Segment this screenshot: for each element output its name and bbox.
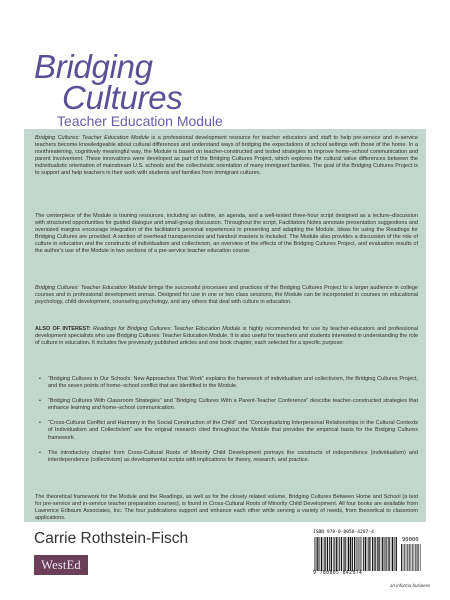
barcode-bar — [381, 537, 382, 571]
barcode-bar — [365, 537, 366, 571]
barcode-bar — [407, 544, 408, 571]
barcode-bar — [412, 544, 413, 571]
description-paragraph-2 — [35, 213, 418, 256]
barcode-bar — [386, 537, 387, 571]
barcode-bar — [348, 537, 349, 571]
list-item: • “Bridging Cultures With Classroom Strategies” and “Bridging Cultures With a Parent-Teacher Conference” describe teacher-constructed strategies that enhance learning and home–school communication. — [35, 398, 418, 412]
barcode-bar — [414, 544, 415, 571]
barcode-bar — [394, 537, 395, 571]
title-line-2: Cultures — [62, 79, 183, 116]
barcode-bar — [331, 537, 332, 571]
barcode-bar — [343, 537, 344, 571]
barcode-bar — [391, 537, 392, 571]
publisher-logo: WestEd — [34, 555, 88, 575]
also-of-interest-text: is highly recommended for use by teacher-educators and professional development specialists who use Bridging Cultures: Teacher Education Module. It is also useful for teachers and students interested in understanding the role of culture in education. It includes five previously published articles and one book chapter, each selected for a specific purpose: — [35, 326, 418, 347]
barcode-bar — [377, 537, 378, 571]
barcode-bar — [344, 537, 345, 571]
barcode-bar — [409, 544, 410, 571]
subtitle: Teacher Education Module — [57, 113, 223, 129]
also-of-interest-label: ALSO OF INTEREST: — [35, 326, 91, 332]
barcode-bar — [341, 537, 342, 571]
paragraph-3-text: brings the successful processes and practices of the Bridging Cultures Project to a larger audience in college courses and in professional development arenas. Designed for use in one or two class sessions, the Module can be incorporated in courses on educational psychology, child development, counseling psychology, and any others that deal with culture in education. — [35, 285, 418, 306]
description-paragraph-1 — [35, 135, 418, 178]
publisher-imprint: an informa business — [390, 583, 431, 588]
barcode-bar — [418, 544, 419, 571]
price-code: 90000 — [402, 537, 419, 543]
paragraph-1-lead: Bridging Cultures: Teacher Education Module — [35, 135, 149, 141]
barcode-bar — [321, 537, 322, 571]
barcode-bar — [392, 537, 393, 571]
barcode-bar — [385, 537, 386, 571]
barcode-bar — [347, 537, 348, 571]
barcode-bar — [339, 537, 340, 571]
barcode-bar — [401, 544, 402, 571]
paragraph-2-text: The centerpiece of the Module is training resources, including an outline, an agenda, and a well-tested three-hour script designed as a lecture–discussion with structured opportunities for guided dialogue and small-group discussion. Throughout the script, Facilitators Notes annotate presentation suggestions and oversized margins encourage integration of the facilitator's personal experiences in presenting and adapting the Module. Ideas for using the Readings for Bridging Cultures are provided. A section of overhead transparencies and handout masters is included. The Module also provides a discussion of the role of culture in education and the constructs of individualism and collectivism, an overview of the effects of the Bridging Cultures Project, and evaluation results of the author's use of the Module in two sections of a pre-service teacher education course. — [35, 213, 418, 255]
barcode-bar — [324, 537, 325, 571]
barcode-bar — [415, 544, 416, 571]
barcode-bar — [352, 537, 353, 571]
ean-barcode — [313, 537, 397, 571]
also-of-interest-paragraph — [35, 326, 418, 347]
barcode-bar — [314, 537, 315, 571]
closing-paragraph: The theoretical framework for the Module and the Readings, as well as for the closely related volume, Bridging Cultures Between Home and School (a text for pre-service and in-service teacher preparation courses), is found in Cross-Cultural Roots of Minority Child Development. All four books are available from Lawrence Erlbaum Associates, Inc. The four publications support and enhance each other while serving a variety of needs, from theoretical to classroom applications. — [35, 494, 418, 522]
barcode-bar — [382, 537, 383, 571]
barcode-bar — [403, 544, 404, 571]
barcode-bar — [417, 544, 418, 571]
title-line-1: Bridging — [34, 48, 153, 85]
barcode-bar — [336, 537, 337, 571]
barcode-bar — [384, 537, 385, 571]
readings-list — [35, 376, 418, 472]
barcode-bar — [333, 537, 334, 571]
barcode-bar — [323, 537, 324, 571]
barcode-bar — [350, 537, 351, 571]
barcode-bar — [363, 537, 364, 571]
barcode-bar — [367, 537, 368, 571]
barcode-bar — [388, 537, 389, 571]
barcode-bar — [372, 537, 373, 571]
barcode-bar — [329, 537, 330, 571]
barcode-bar — [360, 537, 361, 571]
list-item: • “Cross-Cultural Conflict and Harmony in the Social Construction of the Child” and “Conceptualizing Interpersonal Relationships in the Cultural Contexts of Individualism and Collectivism” are the original research cited throughout the Module that provides the empirical basis for the Bridging Cultures framework. — [35, 420, 418, 441]
author-name: Carrie Rothstein-Fisch — [34, 530, 189, 547]
barcode-bar — [356, 537, 357, 571]
list-item: • “Bridging Cultures in Our Schools: New Approaches That Work” explains the framework of individualism and collectivism, the Bridging Cultures Project, and the seven points of home–school conflict that are identified in the Module. — [35, 376, 418, 390]
barcode-bar — [370, 537, 371, 571]
list-item: • The introductory chapter from Cross-Cultural Roots of Minority Child Development portrays the constructs of independence (individualism) and interdependence (collectivism) as developmental scripts with implications for theory, research, and practice. — [35, 450, 418, 464]
barcode-bar — [317, 537, 318, 571]
barcode-bar — [334, 537, 335, 571]
barcode-bar — [319, 537, 320, 571]
barcode-bar — [358, 537, 359, 571]
barcode-bar — [327, 537, 328, 571]
barcode-bar — [338, 537, 339, 571]
barcode-bar — [420, 544, 421, 571]
barcode-bar — [396, 537, 397, 571]
barcode-bar — [368, 537, 369, 571]
barcode-bar — [411, 544, 412, 571]
paragraph-1-text: is a professional development resource for teacher educators and staff to help pre-service and in-service teachers become knowledgeable about cultural differences and understand ways of bridging the expectations of school settings with those of the home. In a nonthreatening, cognitively meaningful way, the Module is based on teacher-constructed and tested strategies to improve home–school communication and parent involvement. These innovations were developed as part of the Bridging Cultures Project, which explores the cultural value differences between the individualistic orientation of mainstream U.S. schools and the collectivistic orientation of many immigrant families. The goal of the Bridging Cultures Project is to support and help teachers in their work with students and families from immigrant cultures. — [35, 135, 418, 177]
description-paragraph-3 — [35, 285, 418, 306]
barcode-bar — [316, 537, 317, 571]
barcode-bar — [362, 537, 363, 571]
also-of-interest-lead: Readings for Bridging Cultures: Teacher Education Module — [90, 326, 241, 332]
isbn-text: ISBN 978-0-8058-4207-4 — [313, 530, 374, 535]
barcode-bar — [406, 544, 407, 571]
barcode-bar — [374, 537, 375, 571]
price-barcode — [400, 544, 422, 571]
ean-digits: 9 780805 842074 — [313, 571, 363, 576]
barcode-bar — [354, 537, 355, 571]
barcode-bar — [404, 544, 405, 571]
paragraph-3-lead: Bridging Cultures: Teacher Education Module — [35, 285, 147, 291]
barcode-bar — [378, 537, 379, 571]
